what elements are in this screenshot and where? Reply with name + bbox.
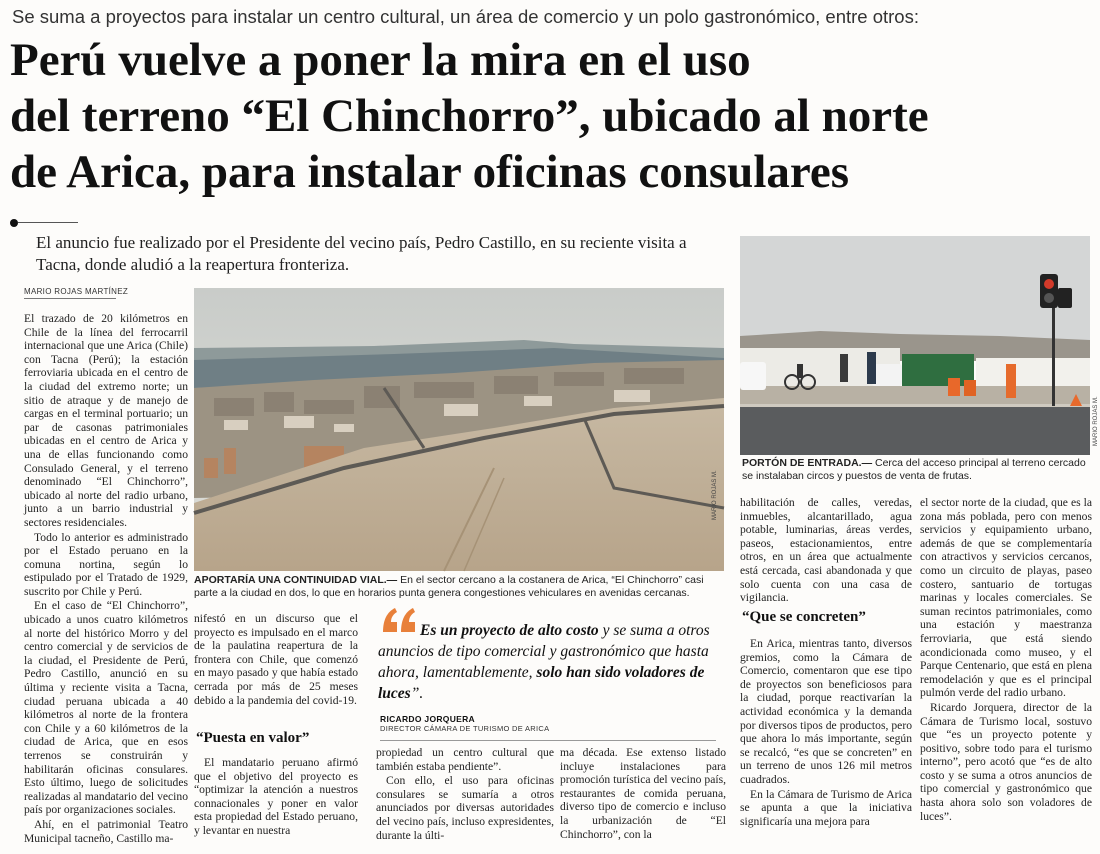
paragraph: En Arica, mientras tanto, diversos gremios, como la Cámara de Comercio, comentaron que ese tipo de proyectos son beneficiosos para la ciudad, porque reactivarían la actividad económica y la demanda por diversos tipos de productos, pero que ahora lo más importante, según se recalcó, “es que se concreten” en un terreno de unos 126 mil metros cuadrados. [740, 637, 912, 786]
quote-bold: Es un proyecto de alto costo [420, 622, 599, 639]
paragraph: En el caso de “El Chinchorro”, ubicado a unos cuatro kilómetros al norte del histórico Morro y del centro comercial y de servicios de la ciudad, el Presidente de Perú, Pedro Castillo, anunció en su última y reciente visita a Tacna, ciudad peruana ubicada a 40 kilómetros al norte de la frontera con Chile y a 60 kilómetros de la ciudad de Arica, que en esos terrenos se construirán y habilitarán oficinas consulares. Esto último, luego de solicitudes realizadas al mandatario del vecino país por organizaciones sociales. [24, 599, 188, 817]
photo-credit: MARIO ROJAS M. [1093, 396, 1099, 446]
section-subtitle: “Puesta en valor” [196, 730, 310, 746]
body-column-6 [920, 496, 1092, 848]
byline-rule [24, 298, 116, 299]
quote-text [378, 620, 716, 704]
headline-rule-dot [10, 219, 18, 227]
quote-bold-end: solo han sido voladores de luces [378, 664, 705, 702]
paragraph: el sector norte de la ciudad, que es la zona más poblada, pero con menos servicios y equipamiento urbano, además de que se complementaría con atractivos y servicios cercanos, como un circuito de playas, paseo costero, santuario de tortugas marinas y locales comerciales. Se suman recintos patrimoniales, como una estación y maestranza ferroviaria, que está siendo acondicionada como museo, y el Parque Centenario, que está en plena remodelación y que es el principal pulmón verde del radio urbano. [920, 496, 1092, 700]
headline-rule [18, 222, 78, 223]
quote-rule [380, 740, 716, 741]
headline-line-3: de Arica, para instalar oficinas consulares [10, 146, 850, 198]
headline-line-1: Perú vuelve a poner la mira en el uso [10, 34, 751, 86]
entrance-photo [740, 236, 1090, 455]
photo-caption [194, 574, 724, 600]
paragraph: En la Cámara de Turismo de Arica se apunta a que la iniciativa significaría una mejora para [740, 787, 912, 828]
headline-line-2: del terreno “El Chinchorro”, ubicado al norte [10, 90, 929, 142]
paragraph: Ricardo Jorquera, director de la Cámara de Turismo local, sostuvo que “es un proyecto potente y positivo, sobre todo para el turismo interno”, pero acotó que “es de alto costo y se suma a otros anuncios de tipo comercial y gastronómico que hasta ahora solo son voladores de luces”. [920, 700, 1092, 823]
section-subtitle: “Que se concreten” [742, 609, 866, 625]
caption-text: Cerca del acceso principal al terreno cercado se instalaban circos y puestos de venta de frutas. [742, 457, 1086, 482]
body-column-2-top [194, 612, 358, 737]
caption-text: En el sector cercano a la costanera de Arica, “El Chinchorro” casi parte a la ciudad en dos, lo que en horarios punta genera congestiones vehiculares en avenidas cercanas. [194, 574, 704, 599]
body-column-1 [24, 312, 188, 847]
body-column-5-top [740, 496, 912, 605]
photo-credit: MARIO ROJAS M. [712, 470, 718, 520]
caption-lead: APORTARÍA UNA CONTINUIDAD VIAL.— [194, 574, 398, 586]
quote-author: RICARDO JORQUERA [380, 714, 476, 724]
quote-author-role: DIRECTOR CÁMARA DE TURISMO DE ARICA [380, 724, 550, 733]
paragraph: El mandatario peruano afirmó que el objetivo del proyecto es “optimizar la atención a nuestros connacionales y poner en valor esta propiedad del Estado peruano, y levantar en nuestra [194, 756, 358, 837]
paragraph: Ahí, en el patrimonial Teatro Municipal tacneño, Castillo ma- [24, 817, 188, 845]
photo-caption [742, 457, 1092, 483]
paragraph: habilitación de calles, veredas, inmuebles, alcantarillado, agua potable, luminarias, áreas verdes, paseos, estacionamientos, entre otros, en un área que actualmente está cercada, casi abandonada y que solo cuenta con una casa de vigilancia. [740, 496, 912, 605]
paragraph: ma década. Ese extenso listado incluye instalaciones para promoción turística del vecino país, restaurantes de comida peruana, diverso tipo de comercio e incluso la urbanización de “El Chinchorro”, con la [560, 746, 726, 841]
body-column-3 [376, 746, 554, 848]
headline [10, 32, 1095, 200]
aerial-photo [194, 288, 724, 571]
caption-lead: PORTÓN DE ENTRADA.— [742, 457, 873, 469]
entrance-gate-image [740, 236, 1090, 455]
paragraph: propiedad un centro cultural que también estaba pendiente”. [376, 746, 554, 773]
quote-end: ”. [410, 685, 424, 702]
body-column-4 [560, 746, 726, 848]
subhead: El anuncio fue realizado por el Presidente del vecino país, Pedro Castillo, en su reciente visita a Tacna, donde aludió a la reapertura fronteriza. [36, 233, 687, 274]
paragraph: nifestó en un discurso que el proyecto es impulsado en el marco de la paulatina reapertura de la frontera con Chile, que comenzó en mayo pasado y que había estado cerrada por más de 25 meses debido a la pandemia del covid-19. [194, 612, 358, 707]
kicker: Se suma a proyectos para instalar un centro cultural, un área de comercio y un polo gastronómico, entre otros: [12, 6, 919, 27]
byline: MARIO ROJAS MARTÍNEZ [24, 287, 129, 296]
aerial-city-image [194, 288, 724, 571]
body-column-5-bottom [740, 637, 912, 848]
paragraph: El trazado de 20 kilómetros en Chile de la línea del ferrocarril internacional que une Arica (Chile) con Tacna (Perú); la estación ferroviaria ubicada en el centro de la ciudad del extremo norte; un sitio de atraque y de manejo de cargas en el terminal portuario; un par de casonas patrimoniales ubicadas en el centro de Arica y una de ellas funcionando como Consulado General, y el terreno denominado “El Chinchorro”, ubicado al norte del radio urbano, junto a un barrio industrial y sectores residenciales. [24, 312, 188, 529]
paragraph: Todo lo anterior es administrado por el Estado peruano en la comuna nortina, según lo estipulado por el Tratado de 1929, suscrito por Chile y Perú. [24, 530, 188, 598]
paragraph: Con ello, el uso para oficinas consulares se sumaría a otros anunciados por diversas autoridades del vecino país, incluso expresidentes, durante la últi- [376, 774, 554, 842]
quote-middle: y se suma a otros anuncios de tipo comercial y gastronómico que hasta ahora, lamentablemente, [378, 622, 710, 681]
body-column-2-bottom [194, 756, 358, 848]
